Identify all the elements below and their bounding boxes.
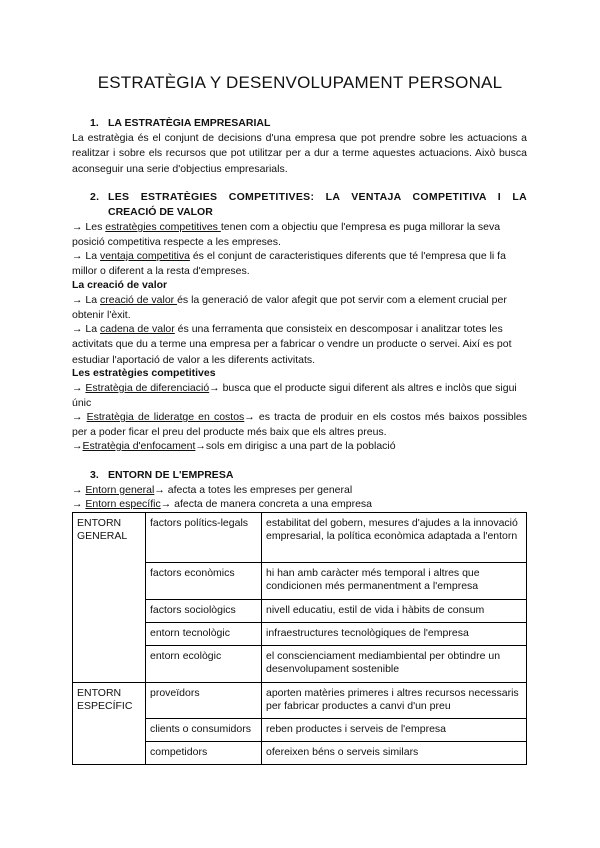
- factor-cell: competidors: [146, 742, 262, 765]
- paragraph-cadena-valor: [72, 322, 527, 368]
- paragraph-diferenciacio: [72, 381, 527, 412]
- arrow: →: [72, 440, 83, 452]
- factor-cell: entorn ecològic: [146, 646, 262, 683]
- section-3-heading: [90, 469, 233, 481]
- arrow: →: [72, 382, 83, 394]
- term-entorn-especific: Entorn específic: [85, 498, 161, 510]
- section-number: 1.: [90, 117, 99, 129]
- arrow: →: [154, 484, 165, 496]
- text: busca que el producte sigui diferent als altres e inclòs que sigui únic: [72, 382, 517, 410]
- description-cell: infraestructures tecnològiques de l'empresa: [262, 623, 527, 646]
- term-ventaja-competitiva: ventaja competitiva: [100, 250, 190, 262]
- section-1-paragraph: La estratègia és el conjunt de decisions d'una empresa que pot prendre sobre les actuacions a realitzar i sobre els recursos que pot utilitzar per a dur a terme aquestes actuacions. Això busca aconseguir una serie d'objectius empresarials.: [72, 132, 527, 175]
- term-estrategies-competitives: estratègies competitives: [105, 221, 221, 233]
- group-cell: ENTORN GENERAL: [73, 513, 146, 683]
- description-cell: hi han amb caràcter més temporal i altres que condicionen més permanentment a l'empresa: [262, 563, 527, 600]
- arrow: →: [72, 498, 83, 510]
- text: és el conjunt de caracteristiques diferents que té l'empresa que li fa millor o diferent a la resta d'empreses.: [72, 250, 506, 278]
- arrow: →: [72, 323, 83, 335]
- factor-cell: factors econòmics: [146, 563, 262, 600]
- term-enfocament: Estratègia d'enfocament: [82, 440, 196, 452]
- text: La: [85, 323, 101, 335]
- table-row: [73, 683, 527, 719]
- text: La: [85, 250, 101, 262]
- group-cell: ENTORN ESPECÍFIC: [73, 683, 146, 765]
- term-entorn-general: Entorn general: [85, 484, 155, 496]
- paragraph-entorn-general: [72, 483, 527, 498]
- arrow: →: [72, 411, 83, 423]
- arrow: →: [72, 221, 83, 233]
- text: sols em dirigisc a una part de la població: [205, 440, 396, 452]
- factor-cell: clients o consumidors: [146, 719, 262, 742]
- paragraph-enfocament: [72, 439, 527, 454]
- term-cadena-valor: cadena de valor: [100, 323, 175, 335]
- paragraph-creacio-valor: [72, 293, 527, 324]
- table-row: [73, 513, 527, 563]
- page-title: ESTRATÈGIA Y DESENVOLUPAMENT PERSONAL: [97, 73, 503, 92]
- factor-cell: proveïdors: [146, 683, 262, 719]
- arrow: →: [209, 382, 220, 394]
- arrow: →: [72, 484, 83, 496]
- paragraph-entorn-especific: [72, 497, 527, 512]
- subheading-creacio-valor: La creació de valor: [72, 279, 168, 291]
- section-2-heading-line2: CREACIÓ DE VALOR: [108, 206, 213, 218]
- text: La: [85, 294, 101, 306]
- section-title-line1: LES ESTRATÈGIES COMPETITIVES: LA VENTAJA COMPETITIVA I LA: [108, 191, 527, 203]
- text: afecta de manera concreta a una empresa: [171, 498, 373, 510]
- paragraph-estrategies-competitives: [72, 220, 527, 251]
- section-number: 2.: [90, 191, 100, 203]
- arrow: →: [195, 440, 206, 452]
- entorn-table: [72, 512, 527, 765]
- factor-cell: factors sociològics: [146, 600, 262, 623]
- text: es tracta de produir en els costos més baixos possibles per a poder ficar el preu del producte més baix que els altres preus.: [72, 411, 527, 439]
- arrow: →: [160, 498, 172, 510]
- factor-cell: factors polítics-legals: [146, 513, 262, 563]
- section-title: LA ESTRATÈGIA EMPRESARIAL: [108, 117, 271, 129]
- section-1-heading: [90, 117, 270, 129]
- text: tenen com a objectiu que l'empresa es puga millorar la seva posició competitiva respecte a les empreses.: [72, 221, 501, 249]
- description-cell: estabilitat del gobern, mesures d'ajudes a la innovació empresarial, la política econòmica adaptada a l'entorn: [262, 513, 527, 563]
- paragraph-ventaja-competitiva: [72, 249, 527, 280]
- section-title: ENTORN DE L'EMPRESA: [108, 469, 234, 481]
- term-lideratge-costos: Estratègia de lideratge en costos: [86, 411, 245, 423]
- section-number: 3.: [90, 469, 99, 481]
- description-cell: reben productes i serveis de l'empresa: [262, 719, 527, 742]
- description-cell: ofereixen béns o serveis similars: [262, 742, 527, 765]
- term-diferenciacio: Estratègia de diferenciació: [85, 382, 210, 394]
- text: és una ferramenta que consisteix en descomposar i analitzar totes les activitats que du a terme una empresa per a fabricar o vendre un producte o servei. Així es pot estudiar l'aportació de valor a les diferents activitats.: [72, 323, 512, 366]
- term-creacio-valor: creació de valor: [100, 294, 178, 306]
- arrow: →: [244, 411, 255, 423]
- text: és la generació de valor afegit que pot servir com a element crucial per obtenir l'èxit.: [72, 294, 507, 322]
- text: Les: [85, 221, 106, 233]
- text: afecta a totes les empreses per general: [164, 484, 353, 496]
- section-2-heading: [90, 191, 527, 203]
- arrow: →: [72, 294, 83, 306]
- arrow: →: [72, 250, 83, 262]
- paragraph-lideratge-costos: [72, 410, 527, 441]
- subheading-estrategies-competitives: Les estratègies competitives: [72, 367, 216, 379]
- description-cell: el conscienciament mediambiental per obtindre un desenvolupament sostenible: [262, 646, 527, 683]
- description-cell: aporten matèries primeres i altres recursos necessaris per fabricar productes a canvi d'un preu: [262, 683, 527, 719]
- description-cell: nivell educatiu, estil de vida i hàbits de consum: [262, 600, 527, 623]
- factor-cell: entorn tecnològic: [146, 623, 262, 646]
